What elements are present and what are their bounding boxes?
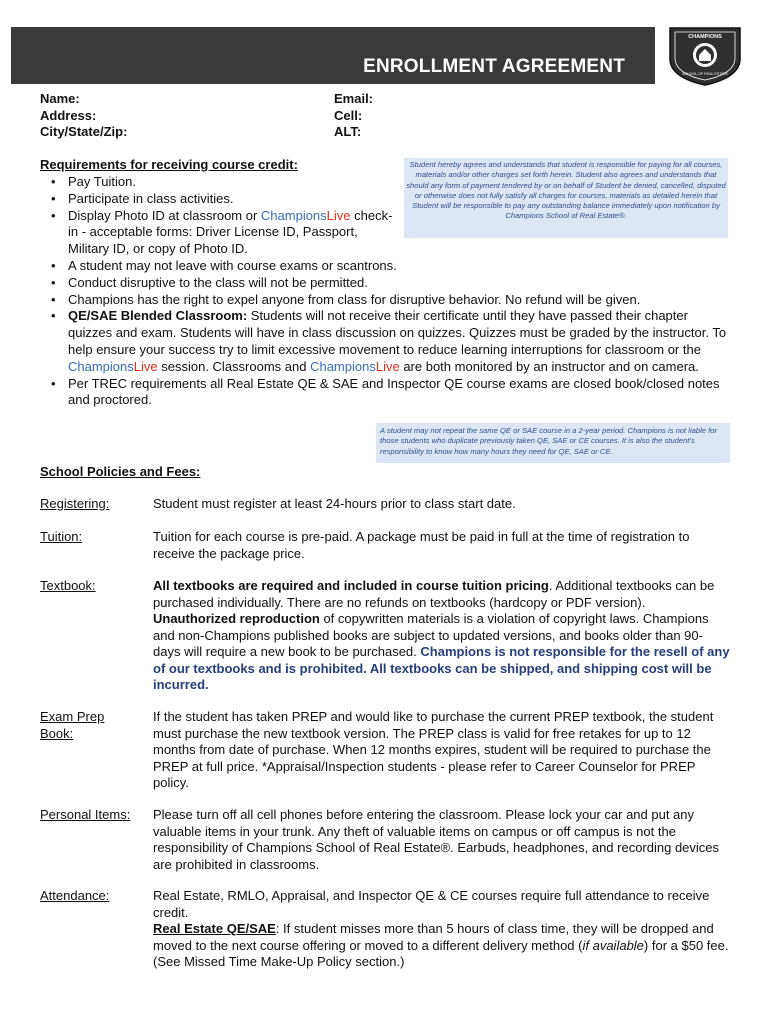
text-run: Champions	[260, 207, 327, 223]
requirements-heading: Requirements for receiving course credit:	[40, 157, 298, 172]
payment-responsibility-note: Student hereby agrees and understands that student is responsible for paying for all courses, materials and/or other charges set forth herein. Student also agrees and understands that should any form of payment tendered by or on behalf of Student be denied, cancelled, disputed or otherwise does not fully satisfy all charges for courses, materials as detailed herein that Student will be responsible to pay any outstanding balance immediately upon notification by Champions School of Real Estate®.	[404, 158, 728, 238]
policy-label-suffix: :	[78, 529, 83, 544]
requirement-item	[40, 275, 730, 292]
text-run: if available	[582, 937, 644, 953]
address-label: Address:	[40, 107, 97, 123]
logo-wordmark: CHAMPIONS	[688, 34, 722, 40]
policies-heading: School Policies and Fees:	[40, 464, 201, 479]
policy-text	[153, 888, 730, 971]
policy-paragraph	[153, 529, 730, 562]
policy-row	[40, 888, 730, 971]
policy-row	[40, 807, 730, 873]
text-run: Champions	[310, 358, 376, 374]
contact-fields-right	[334, 91, 373, 141]
policy-text	[153, 709, 730, 792]
contact-fields-left	[40, 91, 127, 141]
course-repeat-note: A student may not repeat the same QE or SAE course in a 2-year period. Champions is not liable for those students who duplicate previously taken QE, SAE or CE courses. It is also the student’s responsibility to know how many hours they need for QE, SAE or CE.	[376, 423, 730, 463]
city-state-zip-label: City/State/Zip:	[40, 124, 128, 139]
policy-paragraph	[153, 807, 730, 873]
policy-paragraph	[153, 888, 730, 921]
policy-label-suffix: :	[105, 496, 110, 511]
text-run: . Additional textbooks can be purchased individually. There are no refunds on textbooks (hardcopy or PDF version).	[153, 578, 715, 610]
requirement-item	[40, 376, 730, 410]
policy-label: Exam Prep Book:	[40, 709, 105, 741]
policy-label: Registering:	[40, 496, 110, 511]
requirement-item	[40, 258, 730, 275]
policy-paragraph	[153, 496, 730, 513]
text-run: : If student misses more than 5 hours of class time, they will be dropped and moved to the next course offering or moved to a different delivery method (	[153, 921, 714, 953]
policy-paragraph	[153, 921, 730, 971]
policy-label-suffix: :	[105, 888, 110, 903]
policy-label-suffix: :	[126, 807, 131, 822]
text-run: Unauthorized reproduction	[153, 611, 320, 626]
policy-paragraph	[153, 709, 730, 792]
policy-text	[153, 578, 730, 694]
text-run: are both monitored by an instructor and on camera.	[399, 358, 699, 374]
policy-paragraph	[153, 578, 730, 694]
name-label: Name:	[40, 91, 80, 106]
text-run: Student must register at least 24-hours prior to class start date.	[153, 496, 516, 511]
requirement-item	[40, 292, 730, 309]
text-run: Participate in class activities.	[68, 190, 234, 206]
text-run: Pay Tuition.	[68, 174, 136, 189]
text-run: A student may not leave with course exams or scantrons.	[68, 257, 397, 273]
text-run: Display Photo ID at classroom or	[68, 207, 261, 223]
text-run: If the student has taken PREP and would like to purchase the current PREP textbook, the student must purchase the new textbook version. The PREP class is valid for free retakes for up to 12 months from date of purchase. When 12 months expires, student will be required to purchase the PREP at full price. *Appraisal/Inspection students - please refer to Career Counselor for PREP policy.	[153, 709, 714, 790]
policy-row	[40, 496, 730, 513]
policy-label: Personal Items:	[40, 807, 131, 822]
text-run: ) for a $50 fee. (See Missed Time Make-Up Policy section.)	[153, 937, 729, 969]
text-run: Champions has the right to expel anyone from class for disruptive behavior. No refund will be given.	[68, 291, 641, 307]
text-run: Real Estate, RMLO, Appraisal, and Inspector QE & CE courses require full attendance to receive credit.	[153, 888, 710, 920]
text-run: of copywritten materials is a violation of copyright laws. Champions and non-Champions published books are subject to updated versions, and books older than 90-days will require a new book to be purchased.	[153, 611, 709, 659]
text-run: Live	[375, 358, 400, 374]
text-run: session. Classrooms and	[157, 358, 311, 374]
policy-text	[153, 496, 730, 513]
text-run: Per TREC requirements all Real Estate QE & SAE and Inspector QE course exams are closed book/closed notes and proctored.	[68, 375, 720, 408]
text-run: Live	[133, 358, 158, 374]
policy-label: Tuition:	[40, 529, 83, 544]
policy-row	[40, 709, 730, 792]
text-run: Champions	[68, 358, 134, 374]
text-run: All textbooks are required and included in course tuition pricing	[153, 578, 549, 593]
text-run: Please turn off all cell phones before entering the classroom. Please lock your car and put any valuable items in your trunk. Any theft of valuable items on campus or off campus is not the responsibility of Champions School of Real Estate®. Earbuds, headphones, and recording devices are prohibited in classrooms.	[153, 807, 720, 872]
alt-label: ALT:	[334, 124, 362, 139]
policy-text	[153, 807, 730, 873]
text-run: Real Estate QE/SAE	[153, 921, 276, 936]
text-run: check-in - acceptable forms: Driver License ID, Passport, Military ID, or copy of Photo ID.	[68, 207, 393, 257]
requirement-item	[40, 308, 730, 375]
header-bar	[11, 27, 655, 84]
text-run: Students will not receive their certificate until they have passed their chapter quizzes and exam. Students will have in class discussion on quizzes. Quizzes must be graded by the instructor. To help ensure your success try to limit excessive movement to reduce learning interruptions for classroom or the	[68, 308, 727, 357]
text-run: Conduct disruptive to the class will not be permitted.	[68, 274, 368, 290]
champions-logo	[666, 25, 744, 87]
policy-label: Textbook:	[40, 578, 96, 593]
text-run: Live	[326, 207, 351, 223]
email-label: Email:	[334, 91, 374, 106]
policy-row	[40, 529, 730, 562]
policy-row	[40, 578, 730, 694]
text-run: QE/SAE Blended Classroom:	[68, 308, 248, 324]
policy-label-suffix: :	[69, 725, 74, 741]
document-title: ENROLLMENT AGREEMENT	[363, 56, 625, 77]
cell-label: Cell:	[334, 107, 363, 123]
text-run: Champions is not responsible for the resell of any of our textbooks and is prohibited. All textbooks can be shipped, and shipping cost will be incurred.	[153, 644, 730, 692]
text-run: Tuition for each course is pre-paid. A package must be paid in full at the time of registration to receive the package price.	[153, 529, 690, 561]
policy-label: Attendance:	[40, 888, 110, 903]
policy-text	[153, 529, 730, 562]
logo-subtitle: SCHOOL OF REAL ESTATE	[682, 72, 728, 76]
